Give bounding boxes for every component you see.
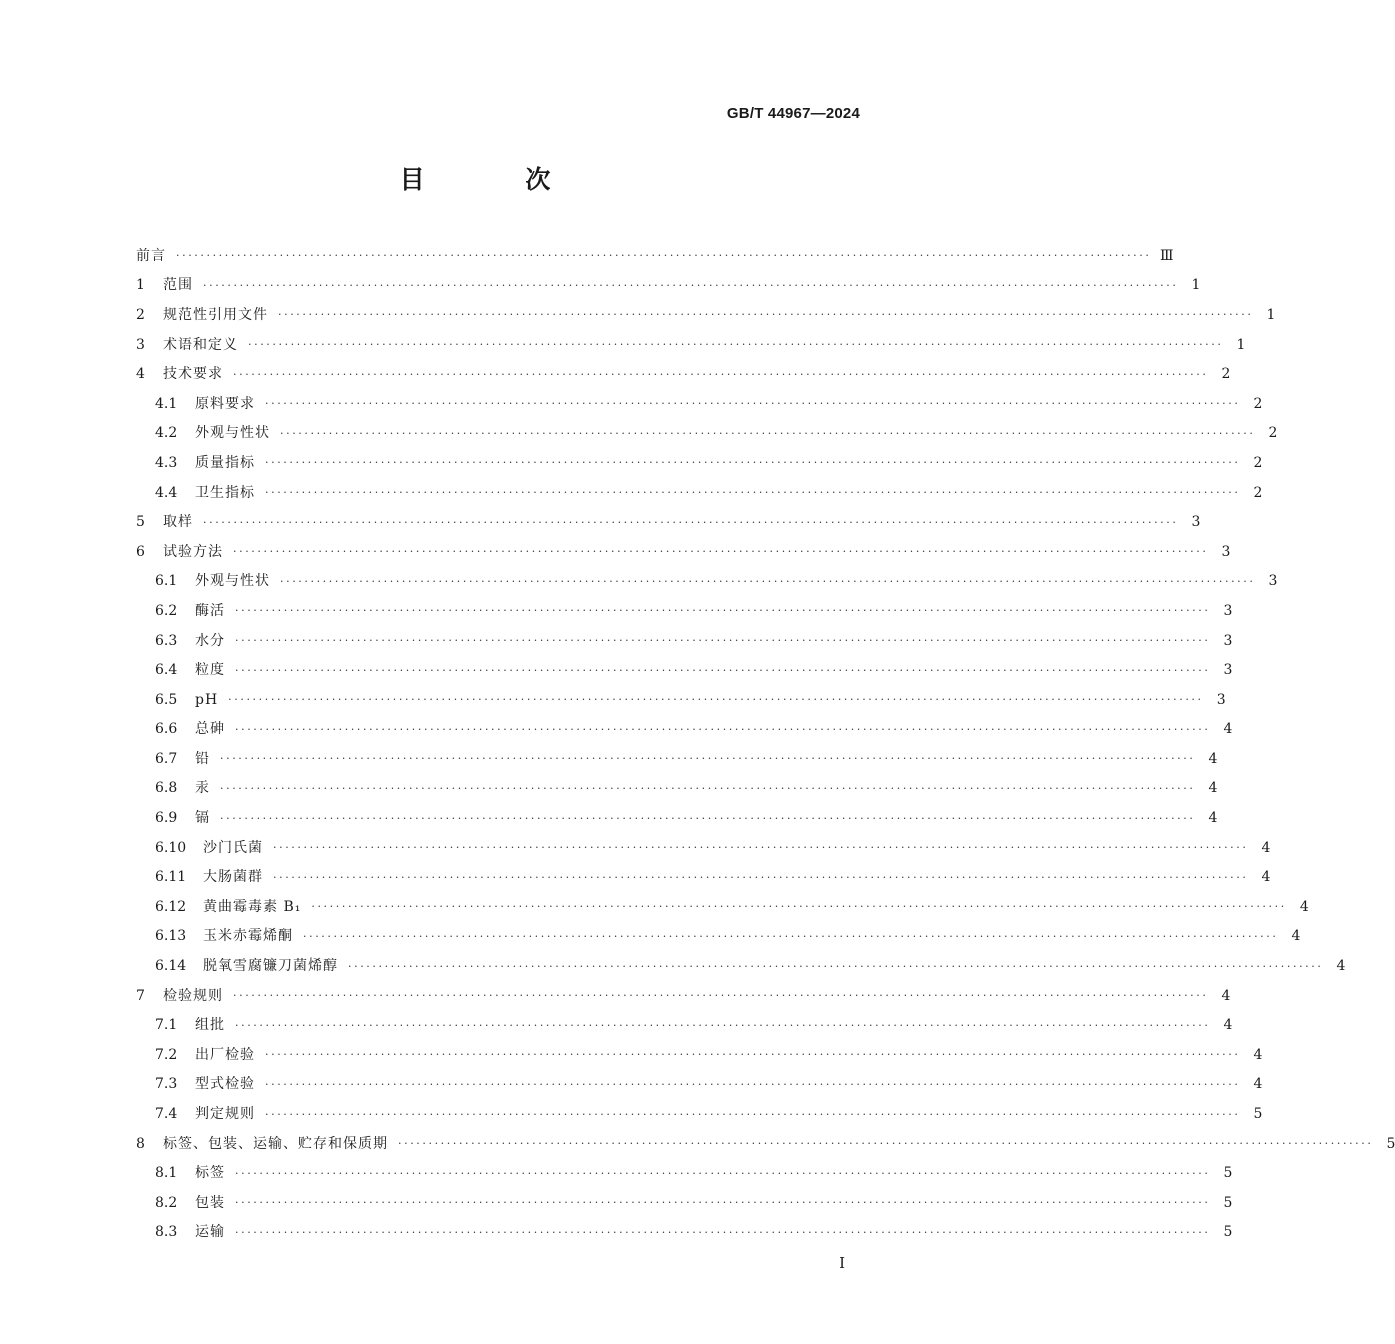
toc-entry-number: 1 (136, 277, 145, 294)
toc-leader-dots: ································································································································································ (265, 1077, 1241, 1091)
toc-entry-page: 4 (1261, 839, 1271, 856)
toc-entry[interactable] (136, 981, 1231, 1011)
toc-entry[interactable] (136, 1129, 1395, 1159)
toc-entry-page: 5 (1223, 1165, 1233, 1182)
toc-entry-label: 大肠菌群 (203, 869, 263, 886)
toc-entry[interactable] (136, 567, 1278, 597)
toc-entry-label: 前言 (136, 247, 166, 264)
toc-leader-dots: ································································································································································ (235, 634, 1211, 648)
toc-entry-page: 4 (1221, 987, 1231, 1004)
toc-entry-number: 4.3 (155, 454, 178, 471)
toc-entry-page: 2 (1268, 425, 1278, 442)
toc-leader-dots: ································································································································································ (280, 574, 1256, 588)
toc-leader-dots: ································································································································································ (265, 397, 1241, 411)
toc-entry-label: 组批 (195, 1017, 225, 1034)
toc-entry-label: 黄曲霉毒素 B₁ (203, 898, 302, 915)
toc-leader-dots: ································································································································································ (235, 663, 1211, 677)
toc-leader-dots: ································································································································································ (278, 308, 1254, 322)
toc-entry-number: 6.2 (155, 602, 178, 619)
toc-leader-dots: ································································································································································ (303, 929, 1279, 943)
toc-leader-dots: ································································································································································ (235, 1018, 1211, 1032)
toc-entry[interactable] (136, 951, 1346, 981)
toc-entry-number: 6.8 (155, 780, 178, 797)
toc-entry[interactable] (136, 389, 1263, 419)
toc-entry-page: 1 (1191, 277, 1201, 294)
toc-leader-dots: ································································································································································ (273, 870, 1249, 884)
toc-entry-page: 2 (1253, 454, 1263, 471)
toc-entry-label: 外观与性状 (195, 573, 270, 590)
toc-leader-dots: ································································································································································ (220, 752, 1196, 766)
toc-entry[interactable] (136, 330, 1246, 360)
toc-entry-label: 酶活 (195, 602, 225, 619)
toc-leader-dots: ································································································································································ (235, 1166, 1211, 1180)
toc-leader-dots: ································································································································································ (228, 693, 1204, 707)
toc-entry[interactable] (136, 537, 1231, 567)
toc-entry-label: 规范性引用文件 (163, 306, 268, 323)
toc-entry-number: 6 (136, 543, 145, 560)
toc-entry-page: 5 (1253, 1106, 1263, 1123)
toc-entry-page: 2 (1253, 484, 1263, 501)
toc-entry-page: 1 (1266, 306, 1276, 323)
toc-leader-dots: ································································································································································ (265, 456, 1241, 470)
toc-entry-label: 玉米赤霉烯酮 (203, 928, 293, 945)
toc-entry-page: 3 (1223, 662, 1233, 679)
toc-entry-label: 水分 (195, 632, 225, 649)
toc-entry-page: 2 (1253, 395, 1263, 412)
toc-leader-dots: ································································································································································ (233, 989, 1209, 1003)
toc-entry[interactable] (136, 507, 1201, 537)
toc-entry-label: 原料要求 (195, 395, 255, 412)
toc-entry[interactable] (136, 1010, 1233, 1040)
toc-entry[interactable] (136, 419, 1278, 449)
toc-leader-dots: ································································································································································ (233, 367, 1209, 381)
toc-leader-dots: ································································································································································ (265, 486, 1241, 500)
toc-entry-page: 1 (1236, 336, 1246, 353)
toc-leader-dots: ································································································································································ (248, 338, 1224, 352)
toc-entry-label: 型式检验 (195, 1076, 255, 1093)
toc-entry-number: 6.13 (155, 928, 187, 945)
toc-entry[interactable] (136, 774, 1218, 804)
toc-entry-number: 7 (136, 987, 145, 1004)
toc-entry-number: 4.2 (155, 425, 178, 442)
page-title: 目 次 (399, 165, 597, 194)
toc-entry-page: 3 (1221, 543, 1231, 560)
toc-entry-page: 4 (1208, 810, 1218, 827)
toc-entry-number: 3 (136, 336, 145, 353)
toc-entry-label: 标签、包装、运输、贮存和保质期 (163, 1135, 388, 1152)
toc-entry-number: 8.1 (155, 1165, 178, 1182)
toc-entry-label: 汞 (195, 780, 210, 797)
toc-entry-number: 7.4 (155, 1106, 178, 1123)
toc-entry-page: 3 (1191, 514, 1201, 531)
toc-entry-page: 5 (1223, 1224, 1233, 1241)
toc-leader-dots: ································································································································································ (348, 959, 1324, 973)
toc-entry-page: 3 (1223, 632, 1233, 649)
toc-entry-page: 4 (1336, 958, 1346, 975)
toc-leader-dots: ································································································································································ (265, 1107, 1241, 1121)
toc-entry-label: 质量指标 (195, 454, 255, 471)
toc-leader-dots: ································································································································································ (235, 604, 1211, 618)
toc-entry[interactable] (136, 478, 1263, 508)
toc-entry-label: 标签 (195, 1165, 225, 1182)
toc-entry-label: 镉 (195, 810, 210, 827)
toc-entry-number: 6.5 (155, 691, 178, 708)
toc-entry-number: 5 (136, 514, 145, 531)
toc-leader-dots: ································································································································································ (235, 1196, 1211, 1210)
toc-entry-label: 运输 (195, 1224, 225, 1241)
toc-leader-dots: ································································································································································ (280, 426, 1256, 440)
toc-entry[interactable] (136, 655, 1233, 685)
toc-entry-label: 沙门氏菌 (203, 839, 263, 856)
toc-entry-number: 6.12 (155, 898, 187, 915)
toc-entry[interactable] (136, 626, 1233, 656)
toc-entry-page: 4 (1208, 750, 1218, 767)
toc-entry[interactable] (136, 833, 1271, 863)
toc-leader-dots: ································································································································································ (235, 1225, 1211, 1239)
toc-entry[interactable] (136, 862, 1271, 892)
toc-leader-dots: ································································································································································ (220, 781, 1196, 795)
standard-code: GB/T 44967—2024 (726, 105, 860, 122)
toc-entry-number: 4.1 (155, 395, 178, 412)
toc-leader-dots: ································································································································································ (398, 1137, 1374, 1151)
toc-entry-number: 6.10 (155, 839, 187, 856)
toc-entry[interactable] (136, 892, 1309, 922)
toc-leader-dots: ································································································································································ (273, 841, 1249, 855)
toc-entry-number: 6.11 (155, 869, 187, 886)
toc-entry[interactable] (136, 596, 1233, 626)
toc-entry-label: 粒度 (195, 662, 225, 679)
toc-entry-label: 范围 (163, 277, 193, 294)
toc-entry-page: 4 (1223, 1017, 1233, 1034)
toc-entry-label: pH (195, 691, 219, 708)
toc-entry-number: 7.1 (155, 1017, 178, 1034)
toc-entry[interactable] (136, 300, 1276, 330)
toc-entry-number: 6.7 (155, 750, 178, 767)
toc-entry-page: 4 (1291, 928, 1301, 945)
toc-entry-number: 6.1 (155, 573, 178, 590)
toc-entry[interactable] (136, 715, 1233, 745)
toc-entry[interactable] (136, 1158, 1233, 1188)
toc-entry-label: 术语和定义 (163, 336, 238, 353)
toc-entry[interactable] (136, 241, 1174, 271)
toc-entry-label: 铅 (195, 750, 210, 767)
toc-entry-page: 5 (1223, 1194, 1233, 1211)
toc-entry-number: 8.2 (155, 1194, 178, 1211)
toc-entry[interactable] (136, 685, 1226, 715)
toc-entry-number: 4.4 (155, 484, 178, 501)
toc-entry-page: 3 (1268, 573, 1278, 590)
toc-entry-number: 6.14 (155, 958, 187, 975)
toc-entry-label: 卫生指标 (195, 484, 255, 501)
toc-entry-label: 总砷 (195, 721, 225, 738)
toc-entry-number: 4 (136, 366, 145, 383)
toc-entry[interactable] (136, 1099, 1263, 1129)
toc-entry-page: 3 (1216, 691, 1226, 708)
toc-entry-label: 检验规则 (163, 987, 223, 1004)
table-of-contents (136, 241, 1395, 1247)
toc-leader-dots: ································································································································································ (265, 1048, 1241, 1062)
toc-entry-page: 4 (1253, 1046, 1263, 1063)
toc-entry[interactable] (136, 359, 1231, 389)
toc-entry[interactable] (136, 1188, 1233, 1218)
toc-entry-number: 2 (136, 306, 145, 323)
toc-entry-number: 8 (136, 1135, 145, 1152)
toc-entry-label: 取样 (163, 514, 193, 531)
toc-entry-label: 脱氧雪腐镰刀菌烯醇 (203, 958, 338, 975)
toc-leader-dots: ································································································································································ (311, 900, 1287, 914)
toc-entry-number: 7.3 (155, 1076, 178, 1093)
toc-leader-dots: ································································································································································ (220, 811, 1196, 825)
toc-entry-page: 4 (1253, 1076, 1263, 1093)
toc-entry[interactable] (136, 1070, 1263, 1100)
toc-leader-dots: ································································································································································ (203, 515, 1179, 529)
toc-entry-page: Ⅲ (1159, 247, 1174, 264)
toc-entry-label: 判定规则 (195, 1106, 255, 1123)
toc-entry-page: 4 (1299, 898, 1309, 915)
toc-entry[interactable] (136, 922, 1301, 952)
toc-leader-dots: ································································································································································ (233, 545, 1209, 559)
page-number: I (839, 1254, 845, 1272)
toc-entry-page: 4 (1208, 780, 1218, 797)
toc-entry-label: 技术要求 (163, 366, 223, 383)
toc-entry-page: 5 (1386, 1135, 1395, 1152)
toc-entry-page: 4 (1223, 721, 1233, 738)
toc-entry[interactable] (136, 744, 1218, 774)
toc-entry[interactable] (136, 1218, 1233, 1248)
toc-entry-label: 包装 (195, 1194, 225, 1211)
toc-entry[interactable] (136, 1040, 1263, 1070)
toc-entry[interactable] (136, 271, 1201, 301)
toc-entry[interactable] (136, 803, 1218, 833)
toc-leader-dots: ································································································································································ (203, 278, 1179, 292)
toc-entry-number: 6.9 (155, 810, 178, 827)
toc-entry-page: 3 (1223, 602, 1233, 619)
toc-leader-dots: ································································································································································ (176, 249, 1152, 263)
toc-entry-page: 2 (1221, 366, 1231, 383)
toc-entry[interactable] (136, 448, 1263, 478)
toc-entry-label: 出厂检验 (195, 1046, 255, 1063)
toc-entry-number: 8.3 (155, 1224, 178, 1241)
toc-entry-number: 6.4 (155, 662, 178, 679)
toc-entry-label: 外观与性状 (195, 425, 270, 442)
toc-entry-number: 6.3 (155, 632, 178, 649)
toc-entry-page: 4 (1261, 869, 1271, 886)
toc-entry-number: 7.2 (155, 1046, 178, 1063)
toc-leader-dots: ································································································································································ (235, 722, 1211, 736)
toc-entry-label: 试验方法 (163, 543, 223, 560)
toc-entry-number: 6.6 (155, 721, 178, 738)
